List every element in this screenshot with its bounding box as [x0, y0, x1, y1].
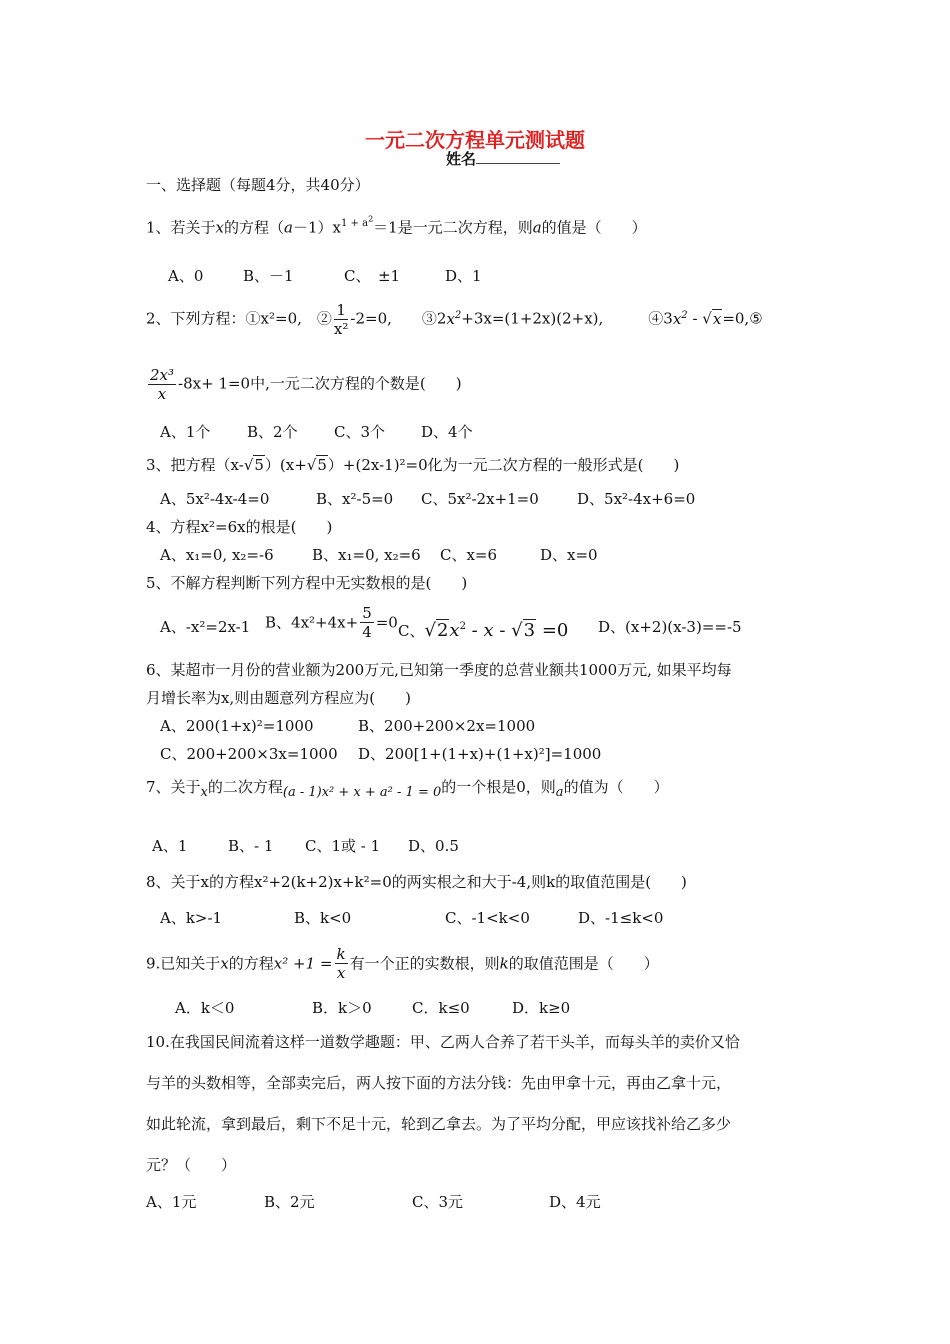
name-blank[interactable] [476, 149, 560, 164]
q7-option-c[interactable]: C、1或 - 1 [305, 837, 381, 855]
q1-option-a[interactable]: A、0 [168, 267, 204, 285]
question-1: 1、若关于x的方程$(a-1)x^{1 + a^2}=1$是一元二次方程，则a的值是（ ） [146, 215, 647, 237]
question-4: 4、方程x²=6x的根是( ) [146, 518, 333, 536]
q3-option-d[interactable]: D、5x²-4x+6=0 [577, 490, 696, 508]
q9-option-b[interactable]: B．k＞0 [312, 999, 372, 1017]
q3-option-a[interactable]: A、5x²-4x-4=0 [160, 490, 270, 508]
q2-option-c[interactable]: C、3个 [334, 423, 386, 441]
question-9: 9.已知关于x的方程x² +1 = $\frac{k}{x}$ 有一个正的实数根，则k的取值范围是（ ） [146, 945, 659, 982]
question-10-line-3: 如此轮流，拿到最后，剩下不足十元，轮到乙拿去。为了平均分配，甲应该找补给乙多少 [146, 1115, 732, 1133]
q5-option-d[interactable]: D、(x+2)(x-3)==-5 [598, 618, 742, 636]
section-heading: 一、选择题（每题4分，共40分） [146, 176, 370, 194]
q9-option-c[interactable]: C．k≤0 [412, 999, 470, 1017]
q5-option-c[interactable]: C、$√2x^2 - x - √3 =0$ [398, 620, 569, 641]
question-2: 2、下列方程：①x²=0, ② $\frac{1}{\text{x²}}$ -2=0, $③2x^2+3x=(1+2x)(2+x)$, $④3x^2$ - √x=0,⑤ [146, 301, 763, 338]
q2-fraction-2: $\frac{\text{2x³}}{x}$ [150, 366, 175, 403]
q2-option-a[interactable]: A、1个 [160, 423, 211, 441]
question-5: 5、不解方程判断下列方程中无实数根的是( ) [146, 574, 468, 592]
q2-option-d[interactable]: D、4个 [421, 423, 473, 441]
question-6-line-1: 6、某超市一月份的营业额为200万元,已知第一季度的总营业额共1000万元, 如果平均每 [146, 661, 732, 679]
q4-option-d[interactable]: D、x=0 [540, 546, 598, 564]
name-field [446, 148, 560, 169]
q2-fraction: $\frac{1}{\text{x²}}$ [333, 301, 349, 338]
q4-option-a[interactable]: A、x₁=0, x₂=-6 [160, 546, 274, 564]
q6-option-a[interactable]: A、200(1+x)²=1000 [160, 717, 314, 735]
q8-option-b[interactable]: B、k<0 [294, 909, 352, 927]
q7-option-a[interactable]: A、1 [152, 837, 188, 855]
q5-option-b[interactable]: B、4x²+4x+ $\frac{5}{4}$ =0 [265, 604, 398, 641]
q10-option-c[interactable]: C、3元 [412, 1193, 464, 1211]
question-3: 3、把方程（x-√5）(x+√5）+(2x-1)²=0化为一元二次方程的一般形式是( ) [146, 456, 680, 474]
q1-option-d[interactable]: D、1 [445, 267, 482, 285]
q9-option-d[interactable]: D．k≥0 [512, 999, 571, 1017]
q10-option-d[interactable]: D、4元 [549, 1193, 601, 1211]
q4-option-b[interactable]: B、x₁=0, x₂=6 [312, 546, 421, 564]
page-title: 一元二次方程单元测试题 [365, 128, 585, 152]
q5-option-a[interactable]: A、-x²=2x-1 [160, 618, 251, 636]
q10-option-b[interactable]: B、2元 [264, 1193, 315, 1211]
q6-option-c[interactable]: C、200+200×3x=1000 [160, 745, 338, 763]
q9-option-a[interactable]: A．k＜0 [175, 999, 235, 1017]
question-6-line-2: 月增长率为x,则由题意列方程应为( ) [146, 689, 411, 707]
q3-option-c[interactable]: C、5x²-2x+1=0 [421, 490, 539, 508]
question-10-line-2: 与羊的头数相等，全部卖完后，两人按下面的方法分钱：先由甲拿十元，再由乙拿十元， [146, 1074, 732, 1092]
question-2-cont: $\frac{\text{2x³}}{x}$ -8x+ 1=0中,一元二次方程的个数是( ) [150, 366, 462, 403]
q3-option-b[interactable]: B、x²-5=0 [316, 490, 394, 508]
q1-option-b[interactable]: B、－1 [243, 267, 294, 285]
q6-option-d[interactable]: D、200[1+(1+x)+(1+x)²]=1000 [358, 745, 602, 763]
q8-option-d[interactable]: D、-1≤k<0 [578, 909, 664, 927]
q10-option-a[interactable]: A、1元 [146, 1193, 197, 1211]
question-7: 7、关于x的二次方程(a - 1)x² + x + a² - 1 = 0的一个根是0，则a的值为（ ） [146, 778, 669, 800]
question-10-line-1: 10.在我国民间流着这样一道数学趣题：甲、乙两人合养了若干头羊，而每头羊的卖价又恰 [146, 1033, 740, 1051]
q1-option-c[interactable]: C、 ±1 [344, 267, 401, 285]
q2-option-b[interactable]: B、2个 [247, 423, 298, 441]
q8-option-c[interactable]: C、-1<k<0 [445, 909, 530, 927]
q8-option-a[interactable]: A、k>-1 [160, 909, 223, 927]
q6-option-b[interactable]: B、200+200×2x=1000 [358, 717, 536, 735]
q7-option-d[interactable]: D、0.5 [408, 837, 459, 855]
question-10-line-4: 元？（ ） [146, 1156, 237, 1174]
question-8: 8、关于x的方程x²+2(k+2)x+k²=0的两实根之和大于-4,则k的取值范围是( ) [146, 873, 687, 891]
q4-option-c[interactable]: C、x=6 [440, 546, 498, 564]
q7-option-b[interactable]: B、- 1 [228, 837, 274, 855]
name-label: 姓名 [446, 150, 477, 168]
